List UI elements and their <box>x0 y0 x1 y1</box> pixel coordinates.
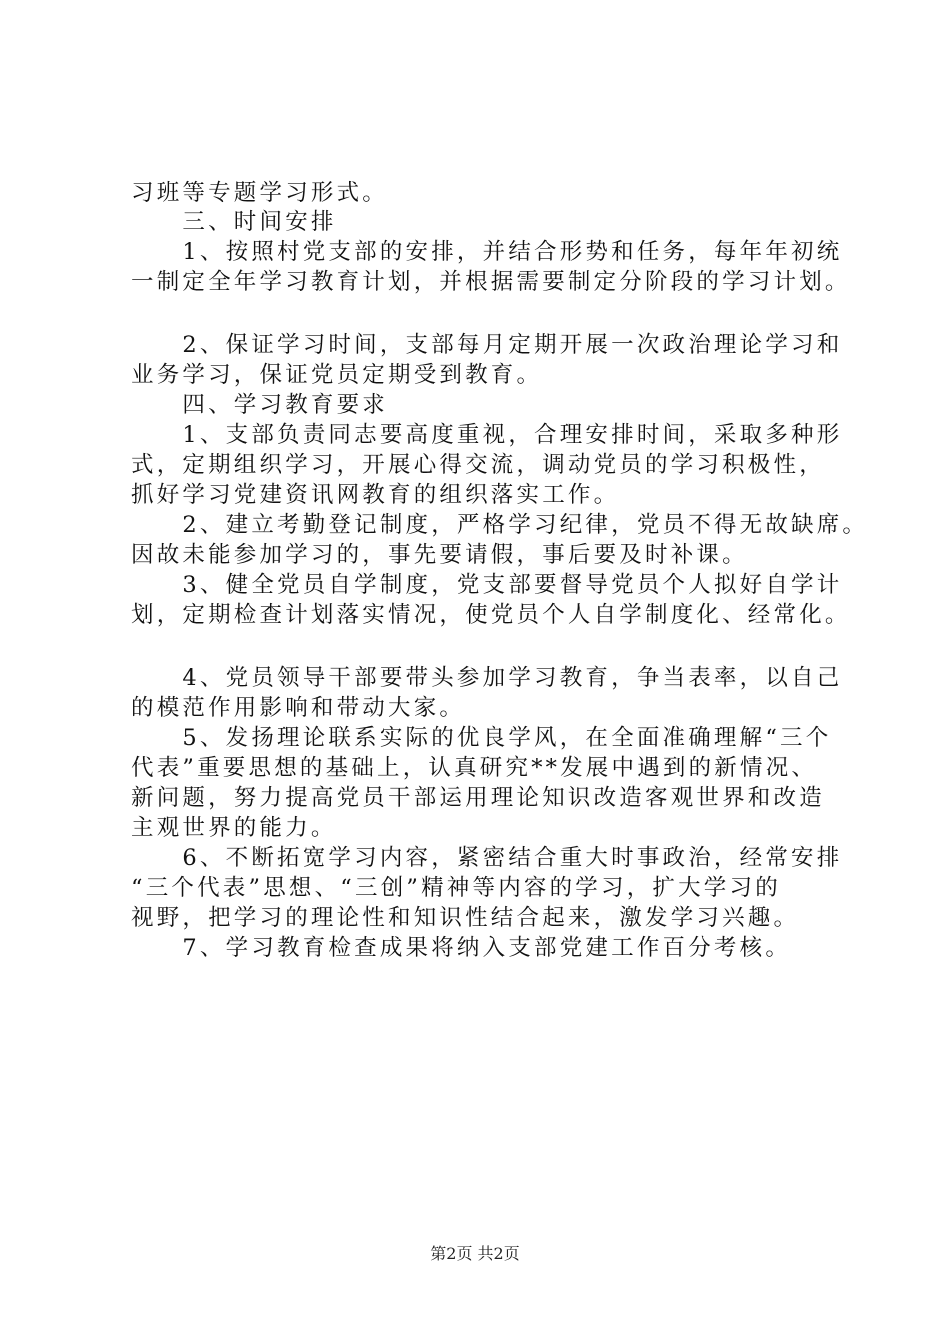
text-line: 视野，把学习的理论性和知识性结合起来，激发学习兴趣。 <box>131 905 800 931</box>
text-line: 1、按照村党支部的安排，并结合形势和任务，每年年初统 <box>131 239 843 265</box>
text-line: 3、健全党员自学制度，党支部要督导党员个人拟好自学计 <box>131 572 843 598</box>
text-line: 业务学习，保证党员定期受到教育。 <box>131 362 543 388</box>
text-line: 2、保证学习时间，支部每月定期开展一次政治理论学习和 <box>131 332 843 358</box>
text-line: 5、发扬理论联系实际的优良学风，在全面准确理解“三个 <box>131 725 832 751</box>
text-line: 新问题，努力提高党员干部运用理论知识改造客观世界和改造 <box>131 785 825 811</box>
text-line: 抓好学习党建资讯网教育的组织落实工作。 <box>131 482 620 508</box>
text-line: 代表”重要思想的基础上，认真研究**发展中遇到的新情况、 <box>131 755 818 781</box>
text-line: 的模范作用影响和带动大家。 <box>131 695 466 721</box>
text-line: 习班等专题学习形式。 <box>131 180 389 206</box>
text-line: 7、学习教育检查成果将纳入支部党建工作百分考核。 <box>131 935 792 961</box>
text-line: 式，定期组织学习，开展心得交流，调动党员的学习积极性， <box>131 452 825 478</box>
text-line: “三个代表”思想、“三创”精神等内容的学习，扩大学习的 <box>131 875 781 901</box>
section-heading: 三、时间安排 <box>131 209 337 235</box>
text-line: 2、建立考勤登记制度，严格学习纪律，党员不得无故缺席。 <box>131 512 869 538</box>
text-line: 1、支部负责同志要高度重视，合理安排时间，采取多种形 <box>131 422 843 448</box>
text-line: 因故未能参加学习的，事先要请假，事后要及时补课。 <box>131 542 748 568</box>
section-heading: 四、学习教育要求 <box>131 392 389 418</box>
text-line: 4、党员领导干部要带头参加学习教育，争当表率，以自己 <box>131 665 843 691</box>
text-line: 划，定期检查计划落实情况，使党员个人自学制度化、经常化。 <box>131 602 851 628</box>
page-footer: 第2页 共2页 <box>430 1244 520 1263</box>
text-line: 6、不断拓宽学习内容，紧密结合重大时事政治，经常安排 <box>131 845 843 871</box>
text-line: 主观世界的能力。 <box>131 815 337 841</box>
text-line: 一制定全年学习教育计划，并根据需要制定分阶段的学习计划。 <box>131 269 851 295</box>
